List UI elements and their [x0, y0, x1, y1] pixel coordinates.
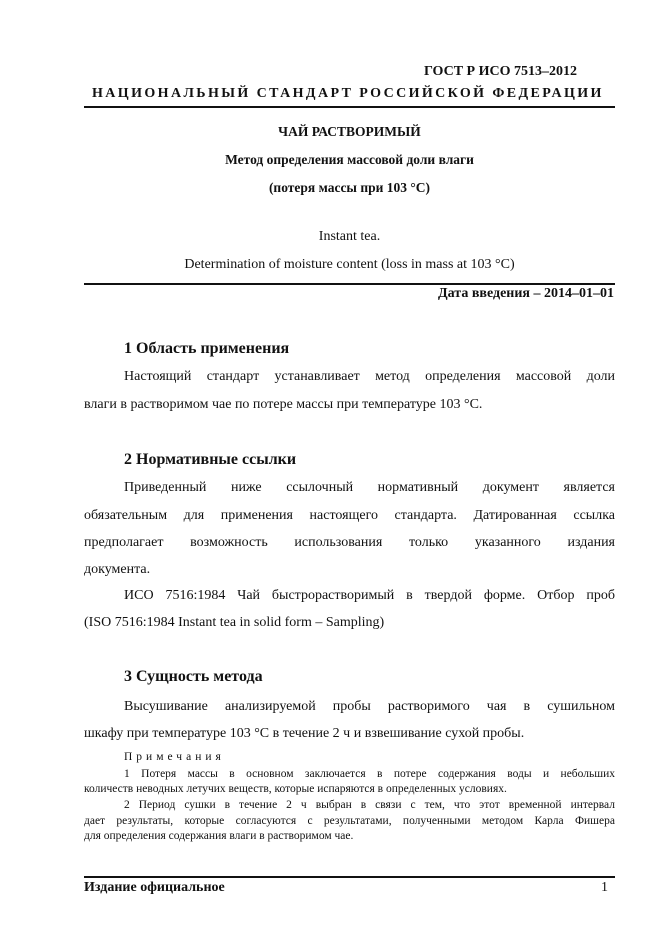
paragraph-line: обязательным для применения настоящего стандарта. Датированная ссылка	[84, 508, 615, 523]
note-line: дает результаты, которые согласуются с результатами, полученными методом Карла Фишера	[84, 815, 615, 827]
notes-heading: Примечания	[124, 751, 225, 763]
paragraph-line: Приведенный ниже ссылочный нормативный документ является	[124, 480, 615, 495]
paragraph-line: Настоящий стандарт устанавливает метод определения массовой доли	[124, 369, 615, 384]
paragraph-line: шкафу при температуре 103 °С в течение 2 ч и взвешивание сухой пробы.	[84, 726, 525, 741]
header-rule	[84, 106, 615, 108]
paragraph-line: документа.	[84, 562, 151, 577]
edition-label: Издание официальное	[84, 880, 225, 895]
page-number: 1	[601, 880, 608, 895]
paragraph-line: влаги в растворимом чае по потере массы при температуре 103 °С.	[84, 397, 483, 412]
section-heading-scope: 1 Область применения	[124, 340, 290, 357]
note-line: количеств неводных летучих веществ, которые испаряются в определенных условиях.	[84, 783, 507, 795]
note-line: 2 Период сушки в течение 2 ч выбран в связи с тем, что этот временной интервал	[124, 799, 615, 811]
document-code: ГОСТ Р ИСО 7513–2012	[423, 64, 577, 79]
english-title: Instant tea.	[318, 229, 381, 244]
paragraph-line: предполагает возможность использования только указанного издания	[84, 535, 615, 550]
reference-line: (ISO 7516:1984 Instant tea in solid form – Sampling)	[84, 615, 385, 630]
paragraph-line: Высушивание анализируемой пробы растворимого чая в сушильном	[124, 699, 615, 714]
english-subtitle: Determination of moisture content (loss in mass at 103 °C)	[184, 257, 515, 272]
title-rule	[84, 283, 615, 285]
note-line: для определения содержания влаги в растворимом чае.	[84, 830, 354, 842]
reference-line: ИСО 7516:1984 Чай быстрорастворимый в твердой форме. Отбор проб	[124, 588, 615, 603]
section-heading-principle: 3 Сущность метода	[124, 668, 263, 685]
section-heading-references: 2 Нормативные ссылки	[124, 451, 297, 468]
note-line: 1 Потеря массы в основном заключается в потере содержания воды и небольших	[124, 768, 615, 780]
document-title: ЧАЙ РАСТВОРИМЫЙ	[278, 124, 421, 139]
intro-date: Дата введения – 2014–01–01	[438, 286, 614, 301]
footer-rule	[84, 876, 615, 878]
document-subtitle-2: (потеря массы при 103 °С)	[268, 180, 431, 195]
document-subtitle: Метод определения массовой доли влаги	[225, 152, 474, 167]
standard-name: НАЦИОНАЛЬНЫЙ СТАНДАРТ РОССИЙСКОЙ ФЕДЕРАЦИИ	[92, 86, 604, 101]
